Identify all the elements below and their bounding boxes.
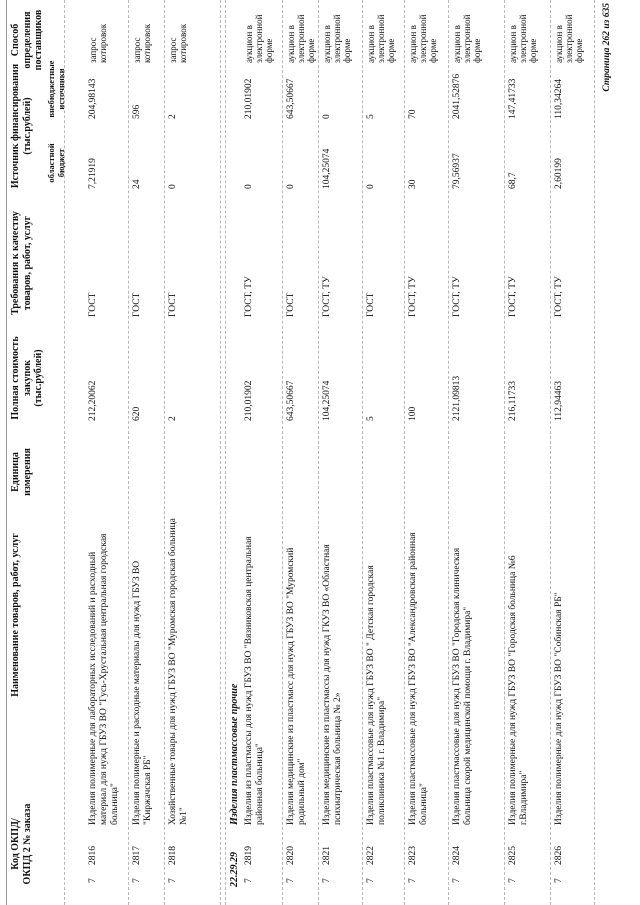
cell-name: Изделия полимерные для нужд ГБУЗ ВО "Собинская РБ" (554, 592, 564, 825)
cell-extra: 2041,52876 (452, 73, 462, 119)
cell-regional: 2,60199 (554, 158, 564, 189)
row-divider (128, 0, 129, 905)
cell-id: 2819 (244, 846, 254, 865)
cell-id: 2817 (132, 846, 142, 865)
row-divider (550, 0, 551, 905)
page-number: Страница 262 из 635 (602, 3, 612, 92)
cell-name: Хозяйственные товары для нужд ГБУЗ ВО "Муромская городская больница №1" (168, 518, 189, 825)
cell-method: аукцион в электронной форме (452, 14, 482, 63)
cell-cost: 620 (132, 406, 142, 421)
row-divider (362, 0, 363, 905)
cell-cost: 2121,09813 (452, 375, 462, 421)
row-divider (448, 0, 449, 905)
cell-name: Изделия полимерные для лабораторных исследований и расходный материал для нужд ГБУЗ ВО "Гусь-Хрустальная центральная городская больница" (88, 533, 120, 825)
cell-quality: ГОСТ, ТУ (452, 276, 462, 317)
cell-method: аукцион в электронной форме (554, 14, 584, 63)
cell-extra: 210,01902 (244, 78, 254, 119)
cell-method: аукцион в электронной форме (244, 14, 274, 63)
row-divider (318, 0, 319, 905)
cell-method: аукцион в электронной форме (366, 14, 396, 63)
cell-regional: 0 (366, 184, 376, 189)
cell-id: 2820 (286, 846, 296, 865)
section-code: 22.29.29 (229, 852, 240, 887)
cell-id: 2823 (408, 846, 418, 865)
cell-name: Изделия полимерные и расходные материалы для нужд ГБУЗ ВО "Киржачская РБ" (132, 560, 153, 825)
cell-cost: 216,11733 (508, 380, 518, 421)
cell-id: 2821 (322, 846, 332, 865)
cell-id: 2824 (452, 846, 462, 865)
cell-n: 7 (452, 878, 462, 883)
cell-regional: 104,25074 (322, 148, 332, 189)
cell-cost: 212,20062 (88, 380, 98, 421)
cell-quality: ГОСТ (168, 292, 178, 317)
header-funding-extra: внебюджетные источники (46, 60, 66, 118)
cell-regional: 0 (168, 184, 178, 189)
cell-regional: 0 (244, 184, 254, 189)
cell-id: 2825 (508, 846, 518, 865)
cell-extra: 0 (322, 114, 332, 119)
header-cost: Полная стоимость закупок (тыс.рублей) (10, 336, 44, 420)
section-rule (225, 0, 226, 905)
cell-n: 7 (366, 878, 376, 883)
header-method: Способ определения поставщиков (10, 9, 44, 71)
cell-method: запрос котировок (88, 23, 108, 63)
cell-extra: 596 (132, 104, 142, 119)
cell-quality: ГОСТ (286, 292, 296, 317)
header-unit: Единица измерения (10, 448, 33, 496)
section-name: Изделия пластмассовые прочие (229, 683, 240, 825)
row-divider (404, 0, 405, 905)
cell-id: 2816 (88, 846, 98, 865)
cell-method: аукцион в электронной форме (286, 14, 316, 63)
cell-id: 2818 (168, 846, 178, 865)
cell-id: 2826 (554, 846, 564, 865)
cell-cost: 210,01902 (244, 380, 254, 421)
cell-name: Изделия из пластмассы для нужд ГБУЗ ВО "Вязниковская центральная районная больница" (244, 536, 265, 825)
cell-quality: ГОСТ (88, 292, 98, 317)
header-name: Наименование товаров, работ, услуг (10, 533, 21, 697)
cell-n: 7 (286, 878, 296, 883)
cell-id: 2822 (366, 846, 376, 865)
cell-quality: ГОСТ, ТУ (244, 276, 254, 317)
cell-n: 7 (554, 878, 564, 883)
cell-name: Изделия пластмассовые для нужд ГБУЗ ВО "Александровская районная больница" (408, 532, 429, 825)
cell-name: Изделия полимерные для нужд ГБУЗ ВО "Городская больница №6 г.Владимира" (508, 555, 529, 825)
row-divider (504, 0, 505, 905)
cell-name: Изделия пластмассовые для нужд ГБУЗ ВО " Детская городская поликлиника №1 г. Владимира" (366, 565, 387, 825)
cell-cost: 100 (408, 406, 418, 421)
cell-name: Изделия медицинские из пластмасс для нужд ГБУЗ ВО "Муромский родильный дом" (286, 547, 307, 825)
cell-cost: 104,25074 (322, 380, 332, 421)
cell-regional: 68,7 (508, 172, 518, 189)
cell-n: 7 (408, 878, 418, 883)
cell-quality: ГОСТ (366, 292, 376, 317)
cell-n: 7 (88, 878, 98, 883)
cell-extra: 70 (408, 109, 418, 119)
cell-regional: 24 (132, 179, 142, 189)
cell-n: 7 (322, 878, 332, 883)
cell-quality: ГОСТ (132, 292, 142, 317)
cell-extra: 204,98143 (88, 78, 98, 119)
cell-name: Изделия медицинские из пластмассы для нужд ГКУЗ ВО «Областная психиатрическая больница № 2» (322, 544, 343, 825)
cell-cost: 2 (168, 416, 178, 421)
cell-extra: 2 (168, 114, 178, 119)
cell-regional: 79,56937 (452, 153, 462, 189)
cell-cost: 5 (366, 416, 376, 421)
header-funding: Источник финансирования (тыс.рублей) (10, 63, 33, 189)
row-divider (282, 0, 283, 905)
cell-method: аукцион в электронной форме (408, 14, 438, 63)
cell-n: 7 (132, 878, 142, 883)
row-divider (594, 0, 595, 905)
cell-name: Изделия пластмассовые для нужд ГБУЗ ВО "Городская клиническая больница скорой медицинской помощи г. Владимира" (452, 547, 473, 825)
header-quality: Требования к качеству товаров, работ, услуг (10, 211, 33, 315)
top-rule (6, 0, 7, 905)
cell-extra: 5 (366, 114, 376, 119)
row-divider (220, 0, 221, 905)
cell-method: запрос котировок (132, 23, 152, 63)
cell-regional: 30 (408, 179, 418, 189)
cell-cost: 112,94463 (554, 380, 564, 421)
cell-quality: ГОСТ, ТУ (408, 276, 418, 317)
cell-regional: 7,21919 (88, 158, 98, 189)
cell-method: аукцион в электронной форме (508, 14, 538, 63)
cell-quality: ГОСТ, ТУ (508, 276, 518, 317)
cell-quality: ГОСТ, ТУ (554, 276, 564, 317)
cell-method: запрос котировок (168, 23, 188, 63)
cell-cost: 643,50667 (286, 380, 296, 421)
cell-method: аукцион в электронной форме (322, 14, 352, 63)
row-divider (164, 0, 165, 905)
cell-n: 7 (168, 878, 178, 883)
cell-extra: 110,34264 (554, 78, 564, 119)
header-funding-regional: областной бюджет (46, 143, 66, 183)
cell-n: 7 (244, 878, 254, 883)
cell-n: 7 (508, 878, 518, 883)
header-code: Код ОКПД/ ОКПД 2 № заказа (10, 803, 33, 885)
cell-extra: 643,50667 (286, 78, 296, 119)
cell-regional: 0 (286, 184, 296, 189)
cell-extra: 147,41733 (508, 78, 518, 119)
cell-quality: ГОСТ, ТУ (322, 276, 332, 317)
